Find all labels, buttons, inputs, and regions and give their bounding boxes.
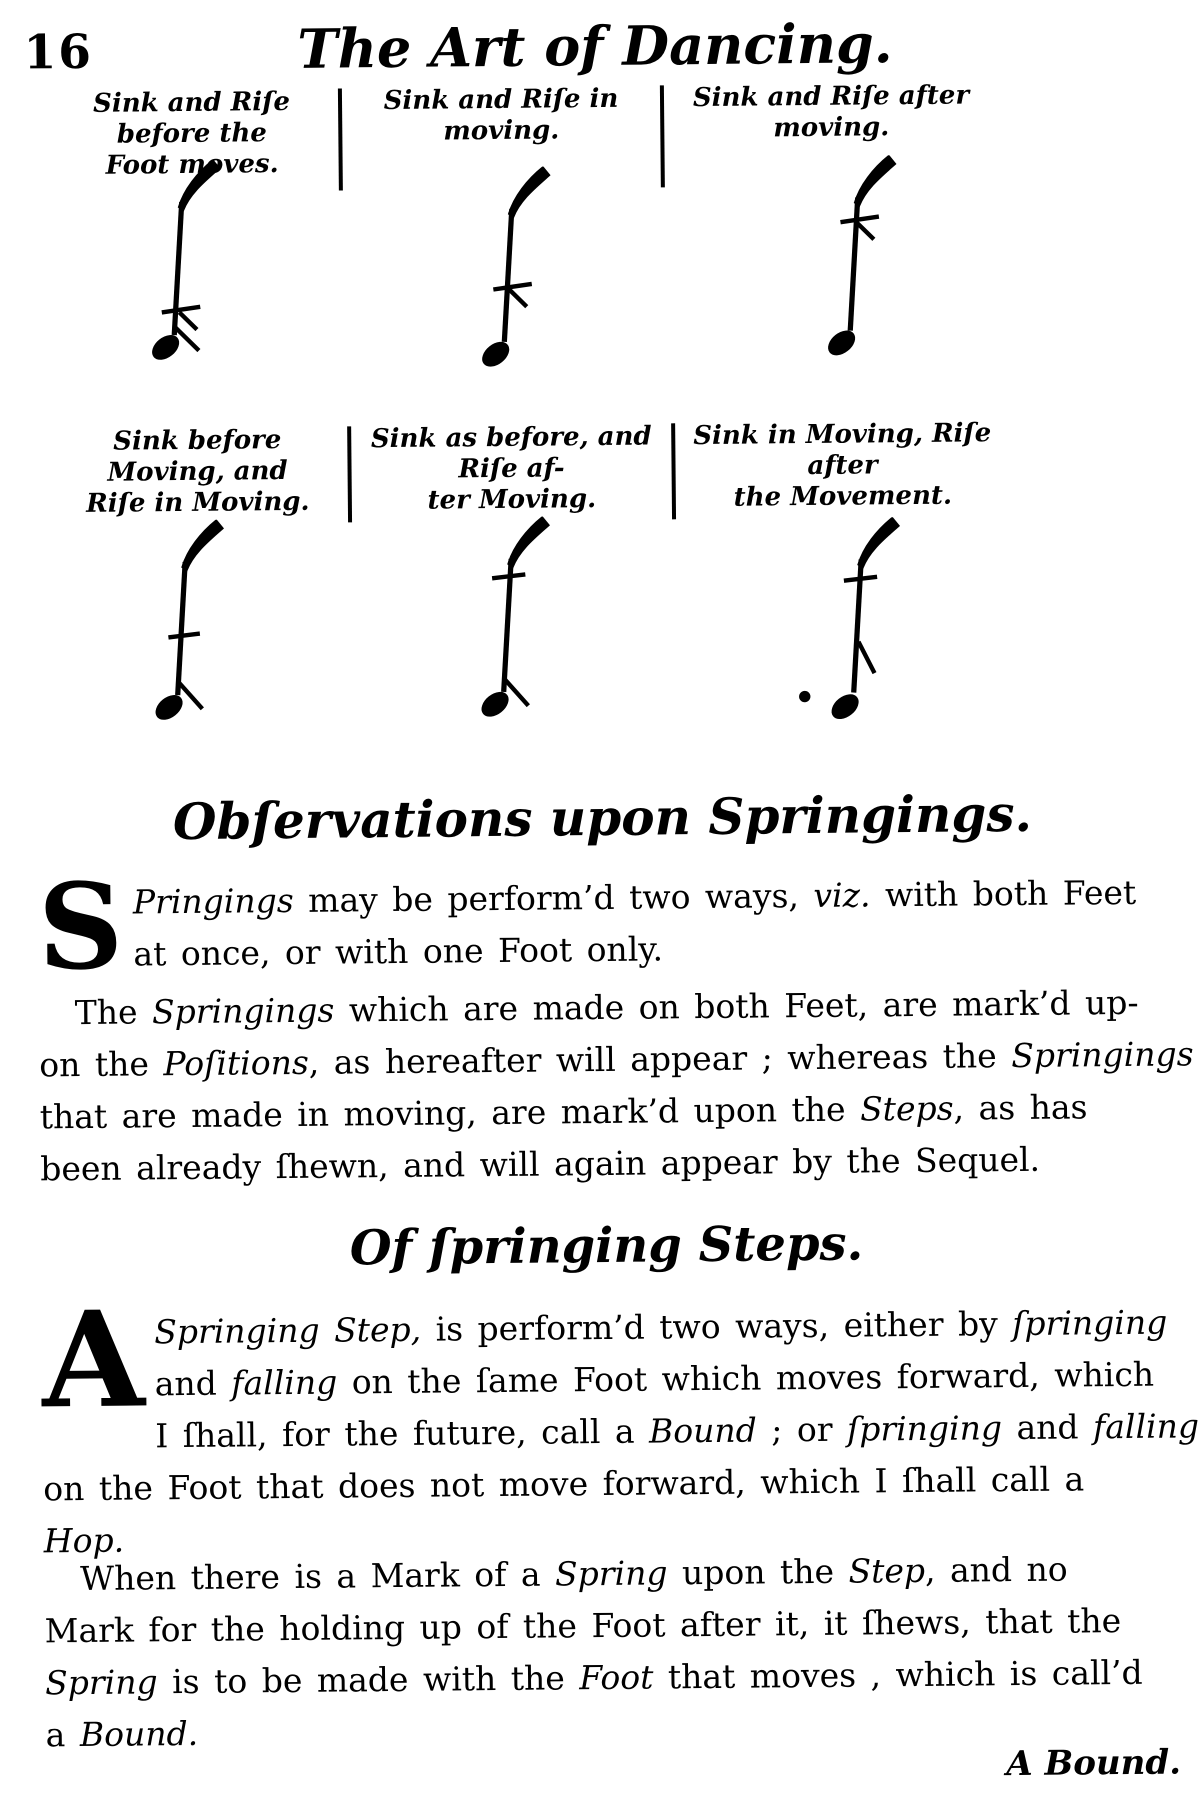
drop-cap: A xyxy=(41,1282,146,1439)
sink-mark xyxy=(492,574,525,578)
sink-mark xyxy=(493,284,532,290)
stem xyxy=(176,562,186,695)
paragraph-springing-step-definition: A Springing Step, is perform’d two ways, either by ſpringing and falling on the ſame Foot which moves forward, which I ſhall, for the future, call a Bound ; or ſpringing and falling on the Foot that does not move forward, which I ſhall call a Hop. xyxy=(41,1282,1200,1561)
paragraph-mark-of-spring: When there is a Mark of a Spring upon the Step, and no Mark for the holding up of the Foot after it, it ſhews, that the Spring is to be made with the Foot that moves , which is call’d a Bound. xyxy=(44,1549,1143,1755)
caption-row1-col3: Sink and Riſe after moving. xyxy=(692,80,970,144)
catchword: A Bound. xyxy=(1006,1742,1182,1785)
note-head xyxy=(478,337,513,371)
rise-mark xyxy=(856,222,874,240)
caption-row1-col2: Sink and Riſe in moving. xyxy=(383,83,619,147)
note-head xyxy=(148,331,183,365)
notation-symbol-sink-rise-in-moving xyxy=(447,166,554,377)
notation-symbol-sink-rise-before xyxy=(117,160,224,371)
caption-row2-col1: Sink before Moving, and Riſe in Moving. xyxy=(86,425,310,519)
section-heading-observations: Obſervations upon Springings. xyxy=(172,783,1033,852)
sink-mark xyxy=(844,577,877,581)
paragraph-springings-two-ways: S Pringings may be perform’d two ways, viz. with both Feet at once, or with one Foot only. xyxy=(37,856,1137,997)
sink-mark xyxy=(840,217,879,223)
section-heading-springing-steps: Of ſpringing Steps. xyxy=(349,1215,864,1277)
note-head xyxy=(824,326,859,360)
rise-mark xyxy=(509,289,527,307)
caption-row2-col3: Sink in Moving, Riſe after the Movement. xyxy=(693,418,992,513)
column-divider xyxy=(338,88,343,190)
column-divider xyxy=(347,426,352,522)
rise-mark xyxy=(179,312,197,330)
stem xyxy=(503,209,513,342)
note-head xyxy=(477,687,512,721)
column-divider xyxy=(660,85,665,187)
notation-symbol-sink-before-rise-after xyxy=(446,516,553,727)
position-dot xyxy=(799,691,810,702)
notation-symbol-sink-rise-after xyxy=(793,155,900,366)
column-divider xyxy=(671,423,676,519)
caption-row2-col2: Sink as before, and Riſe af- ter Moving. xyxy=(370,421,652,516)
caption-row1-col1: Sink and Riſe before the Foot moves. xyxy=(92,86,291,181)
stem xyxy=(849,198,859,331)
notation-symbol-sink-in-rise-after-movement xyxy=(796,517,903,728)
sink-mark xyxy=(168,634,200,638)
paragraph-springings-marked: The Springings which are made on both Feet, are mark’d up- on the Poſitions, as hereafter will appear ; whereas the Springings that are made in moving, are mark’d upon the Steps, as has been already ſhewn, and will again appear by the Sequel. xyxy=(39,982,1194,1189)
page-number: 16 xyxy=(23,24,94,81)
note-head xyxy=(151,691,186,725)
drop-cap: S xyxy=(37,856,124,997)
rise-hook xyxy=(858,642,874,674)
page-title: The Art of Dancing. xyxy=(297,11,893,81)
notation-symbol-sink-before-rise-in xyxy=(120,520,227,731)
note-head xyxy=(827,690,862,724)
